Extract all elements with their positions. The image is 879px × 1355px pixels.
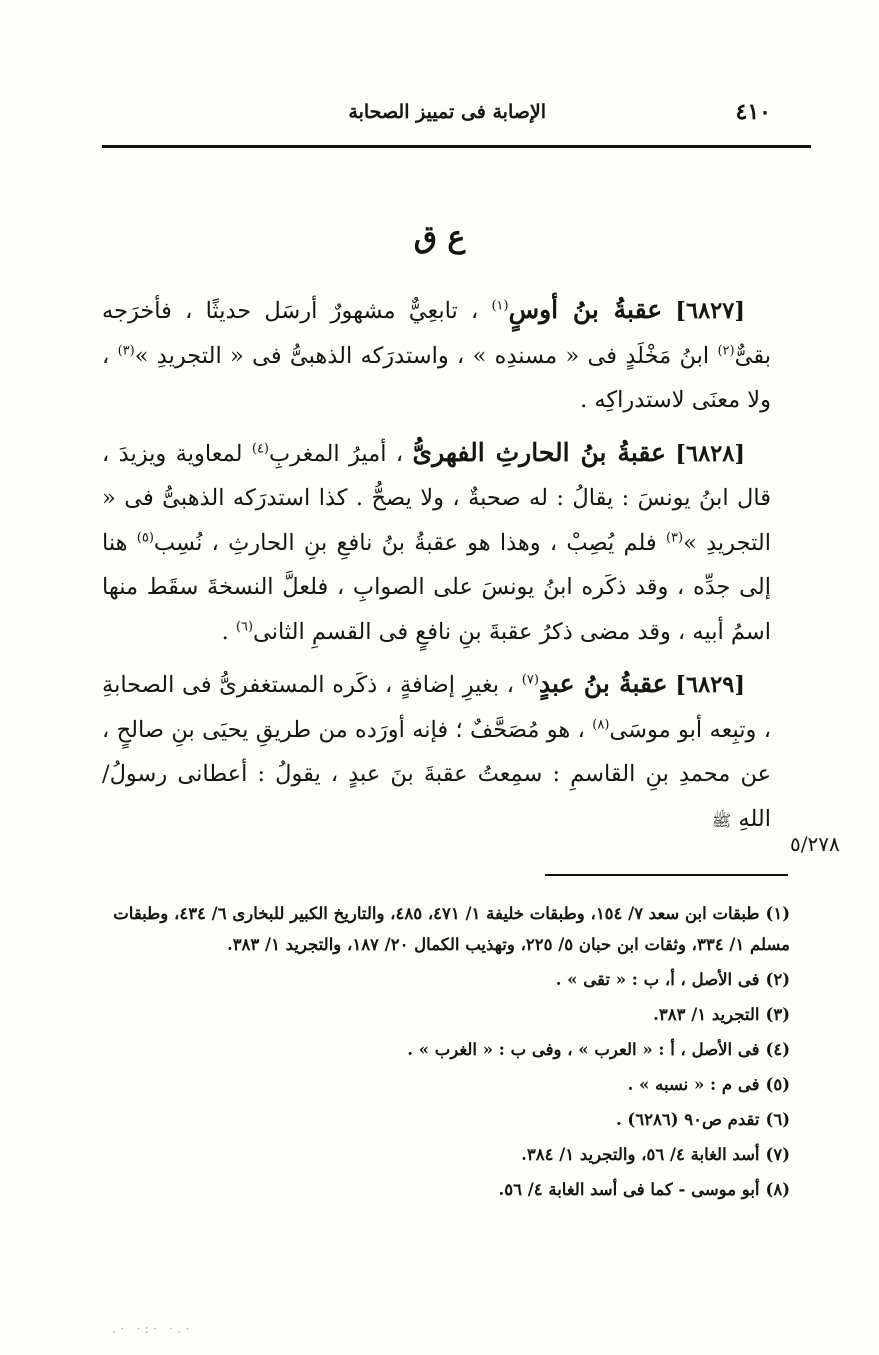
footnote-ref: (٤) [251,441,269,456]
entry-number: [٦٨٢٧] [675,298,745,324]
footnote-ref: (١) [491,298,509,314]
entry-text: . [221,618,229,645]
footnote-ref: (٧) [521,672,539,688]
entry-6829 [102,662,771,843]
entry-text: ، ولا معنَى لاستدراكِه . [102,342,771,413]
footnote-item [108,964,790,995]
footnote-text: فى الأصل ، أ : « العرب » ، وفى ب : « الغرب » . [407,1040,760,1059]
honorific-ligature: ﷺ [711,810,732,830]
footnote-item [108,1034,790,1065]
footnote-text: فى م : « نسبه » . [627,1075,760,1094]
section-heading: ع ق [413,220,466,255]
entry-text: ، تابعِيٌّ مشهورٌ أرسَل حديثًا ، فأخرَجه بقىٌّ [102,298,771,369]
header-rule [102,145,811,148]
page-header [102,95,771,129]
footnote-label: (٦) [765,1110,790,1129]
footnote-label: (٣) [765,1005,790,1024]
footnote-text: التجريد ١/ ٣٨٣. [653,1005,760,1024]
page-number: ٤١٠ [735,99,771,125]
main-text [102,288,771,851]
footnote-item [108,1069,790,1100]
entry-name: عقبةُ بنُ الحارثِ الفهرىُّ [412,437,666,467]
running-title: الإصابة فى تمييز الصحابة [348,101,546,123]
footnote-label: (١) [765,904,790,923]
footnote-ref: (٦) [235,619,254,634]
entry-number: [٦٨٢٩] [675,672,746,698]
entry-name: عقبةُ بنُ عبدٍ [538,669,668,698]
entry-6827 [102,288,771,423]
footnote-text: تقدم ص٩٠ (٦٢٨٦) . [615,1110,760,1129]
entry-text: ، أميرُ المغربِ [269,440,404,467]
footnote-ref: (٨) [592,717,610,732]
footnote-ref: (٥) [136,530,154,545]
footnote-ref: (٣) [117,343,135,358]
footnote-ref: (٣) [665,530,684,545]
footnote-ref: (٢) [717,343,735,358]
footnote-item [108,898,790,960]
margin-reference: ٥/٢٧٨ [790,832,840,856]
entry-text: هنا إلى جدِّه ، وقد ذكَره ابنُ يونسَ على الصوابِ ، فلعلَّ النسخةَ سقَط منها اسمُ أبيه ، وقد مضى ذكرُ عقبةَ بنِ نافعٍ فى القسمِ الثانى [102,529,771,645]
entry-text: ، هو مُصَحَّفٌ ؛ فإنه أورَده من طريقِ يحيَى بنِ صالحٍ ، عن محمدِ بنِ القاسمِ : سمِعتُ عقبةَ بنَ عبدٍ ، يقولُ : أعطانى رسولُ/ اللهِ [102,716,771,832]
footnote-item [108,1139,790,1170]
entry-number: [٦٨٢٨] [675,440,745,467]
footnote-text: أبو موسى - كما فى أسد الغابة ٤/ ٥٦. [498,1180,760,1199]
footnote-item [108,1104,790,1135]
footnote-text: فى الأصل ، أ، ب : « تقى » . [555,970,760,989]
footnote-label: (٨) [765,1180,790,1199]
footnote-label: (٥) [765,1075,790,1094]
entry-text: ابنُ مَخْلَدٍ فى « مسندِه » ، واستدرَكه الذهبىُّ فى « التجريدِ » [134,342,710,369]
entry-text: لمعاوية ويزيدَ ، قال ابنُ يونسَ : يقالُ : له صحبةٌ ، ولا يصحُّ . كذا استدرَكه الذهبىُّ فى « التجريدِ » [102,440,771,556]
footnote-rule [545,874,788,876]
footnote-item [108,1174,790,1205]
entry-6828 [102,431,771,655]
footnote-label: (٢) [765,970,790,989]
footnote-text: أسد الغابة ٤/ ٥٦، والتجريد ١/ ٣٨٤. [521,1145,760,1164]
footnote-item [108,999,790,1030]
entry-name: عقبةُ بنُ أوسٍ [508,295,663,324]
entry-text: فلم يُصِبْ ، وهذا هو عقبةُ بنُ نافعِ بنِ الحارثِ ، نُسِب [153,529,657,556]
footnotes [108,898,790,1209]
footnote-text: طبقات ابن سعد ٧/ ١٥٤، وطبقات خليفة ١/ ٤٧١، ٤٨٥، والتاريخ الكبير للبخارى ٦/ ٤٣٤، وطبقات مسلم ١/ ٣٣٤، وثقات ابن حبان ٥/ ٢٢٥، وتهذيب الكمال ٢٠/ ١٨٧، والتجريد ١/ ٣٨٣. [113,904,790,954]
footnote-label: (٤) [765,1040,790,1059]
footnote-label: (٧) [765,1145,790,1164]
scan-artifact: ·.· ·:· ·. [112,1322,194,1337]
entry-text: ، بغيرِ إضافةٍ ، ذكَره المستغفرىُّ فى الصحابةِ ، وتبِعه أبو موسَى [102,672,771,743]
